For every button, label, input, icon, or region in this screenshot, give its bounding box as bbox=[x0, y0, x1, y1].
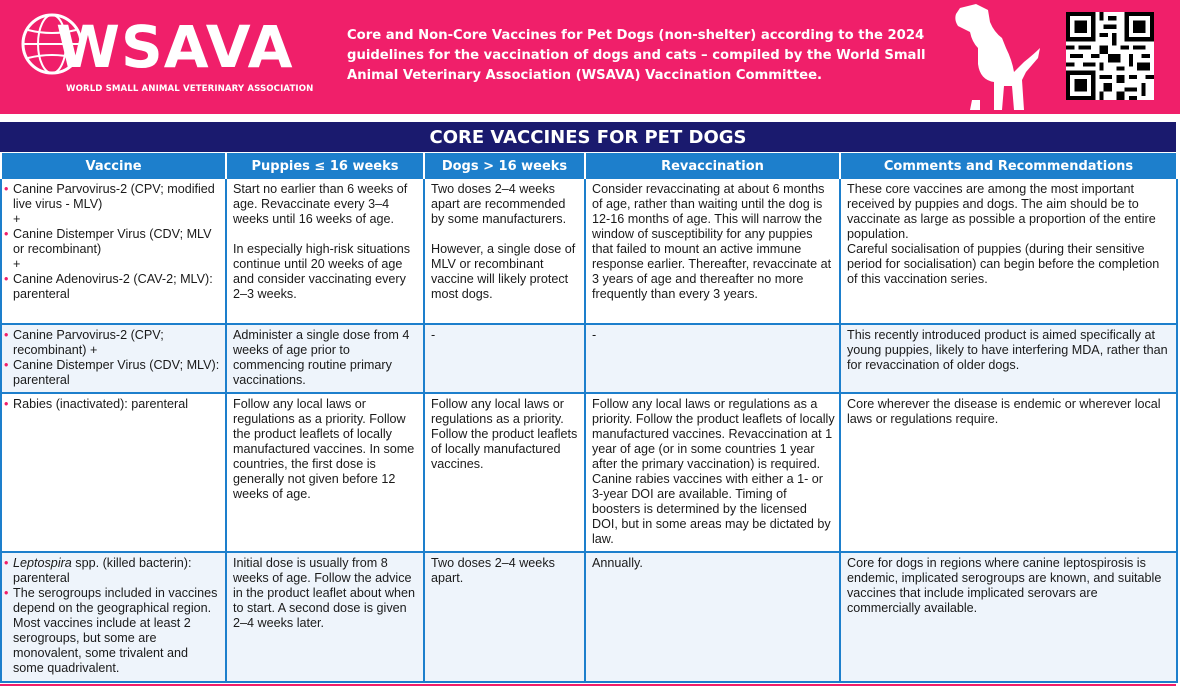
column-header-dogs: Dogs > 16 weeks bbox=[424, 153, 585, 179]
vaccine-item: • The serogroups included in vaccines depend on the geographical region. Most vaccines include at least 2 serogroups, but some are monovalent, some trivalent and some quadrivalent. bbox=[4, 586, 221, 676]
column-header-comments: Comments and Recommendations bbox=[840, 153, 1177, 179]
vaccine-item: • Canine Parvovirus-2 (CPV; recombinant) + bbox=[4, 328, 221, 358]
plus-sign: + bbox=[13, 257, 21, 271]
core-vaccines-table bbox=[0, 153, 1178, 683]
dogs-cell: Two doses 2–4 weeks apart. bbox=[424, 552, 585, 682]
comments-cell bbox=[840, 179, 1177, 324]
vaccine-item: • Canine Parvovirus-2 (CPV; modified live virus - MLV) bbox=[4, 182, 221, 212]
vaccine-item: • Rabies (inactivated): parenteral bbox=[4, 397, 221, 412]
header-description: Core and Non-Core Vaccines for Pet Dogs (non-shelter) according to the 2024 guidelines for the vaccination of dogs and cats – compiled by the World Small Animal Veterinary Association (WSAVA) Vaccination Committee. bbox=[347, 28, 926, 83]
table-row bbox=[1, 393, 1177, 552]
table-row bbox=[1, 324, 1177, 393]
puppies-text: In especially high-risk situations continue until 20 weeks of age and consider vaccinating every 2–3 weeks. bbox=[233, 242, 411, 301]
puppies-cell bbox=[226, 179, 424, 324]
comments-text: Careful socialisation of puppies (during their sensitive period for socialisation) can begin before the completion of this vaccination series. bbox=[847, 242, 1160, 286]
dogs-cell: - bbox=[424, 324, 585, 393]
vaccine-cell bbox=[1, 324, 226, 393]
column-header-puppies: Puppies ≤ 16 weeks bbox=[226, 153, 424, 179]
leptospira-italic: Leptospira bbox=[13, 556, 72, 570]
header-banner bbox=[0, 0, 1180, 114]
puppies-cell: Initial dose is usually from 8 weeks of age. Follow the advice in the product leaflet about when to start. A second dose is given 2–4 weeks later. bbox=[226, 552, 424, 682]
vaccine-item: • Canine Adenovirus-2 (CAV-2; MLV): parenteral bbox=[4, 272, 221, 302]
column-header-revaccination: Revaccination bbox=[585, 153, 840, 179]
puppies-cell: Follow any local laws or regulations as a priority. Follow the product leaflets of locally manufactured vaccines. In some countries, the first dose is generally not given before 12 weeks of age. bbox=[226, 393, 424, 552]
vaccine-item bbox=[4, 556, 221, 586]
plus-sign: + bbox=[13, 212, 21, 226]
revaccination-cell: Annually. bbox=[585, 552, 840, 682]
dogs-text: However, a single dose of MLV or recombinant vaccine will likely protect most dogs. bbox=[431, 242, 576, 301]
vaccine-cell bbox=[1, 552, 226, 682]
puppies-text: Start no earlier than 6 weeks of age. Revaccinate every 3–4 weeks until 16 weeks of age. bbox=[233, 182, 408, 226]
revaccination-cell: Consider revaccinating at about 6 months of age, rather than waiting until the dog is 12-16 months of age. This will narrow the window of susceptibility for any puppies that failed to mount an active immune response earlier. Thereafter, revaccinate at 3 years of age and thereafter no more frequently than every 3 years. bbox=[585, 179, 840, 324]
dogs-text: Two doses 2–4 weeks apart are recommended by some manufacturers. bbox=[431, 182, 567, 226]
table-row bbox=[1, 179, 1177, 324]
comments-cell: Core wherever the disease is endemic or wherever local laws or regulations require. bbox=[840, 393, 1177, 552]
comments-cell: This recently introduced product is aimed specifically at young puppies, likely to have interfering MDA, rather than for revaccination of older dogs. bbox=[840, 324, 1177, 393]
wsava-logo: WSAVA bbox=[56, 13, 294, 81]
comments-text: These core vaccines are among the most important received by puppies and dogs. The aim should be to vaccinate as large as possible a proportion of the entire population. bbox=[847, 182, 1156, 241]
leptospira-rest: spp. (killed bacterin): parenteral bbox=[13, 556, 192, 585]
puppies-cell: Administer a single dose from 4 weeks of age prior to commencing routine primary vaccinations. bbox=[226, 324, 424, 393]
revaccination-cell: Follow any local laws or regulations as a priority. Follow the product leaflets of locally manufactured vaccines. Revaccination at 1 year of age (or in some countries 1 year after the primary vaccination) is required. Canine rabies vaccines with either a 1- or 3-year DOI are available. Timing of boosters is determined by the licensed DOI, but in some areas may be dictated by law. bbox=[585, 393, 840, 552]
comments-cell: Core for dogs in regions where canine leptospirosis is endemic, implicated serogroups are known, and suitable vaccines that include implicated serovars are commercially available. bbox=[840, 552, 1177, 682]
dogs-cell: Follow any local laws or regulations as a priority. Follow the product leaflets of locally manufactured vaccines. bbox=[424, 393, 585, 552]
vaccine-item: • Canine Distemper Virus (CDV; MLV): parenteral bbox=[4, 358, 221, 388]
dogs-cell bbox=[424, 179, 585, 324]
dog-silhouette-icon bbox=[950, 2, 1044, 112]
bottom-divider bbox=[0, 684, 1176, 686]
vaccine-cell bbox=[1, 179, 226, 324]
vaccine-cell bbox=[1, 393, 226, 552]
logo-subtitle: WORLD SMALL ANIMAL VETERINARY ASSOCIATION bbox=[66, 84, 314, 94]
column-header-vaccine: Vaccine bbox=[1, 153, 226, 179]
qr-code-icon[interactable] bbox=[1066, 12, 1154, 100]
table-header-row bbox=[1, 153, 1177, 179]
section-title: CORE VACCINES FOR PET DOGS bbox=[0, 122, 1176, 152]
revaccination-cell: - bbox=[585, 324, 840, 393]
table-row bbox=[1, 552, 1177, 682]
vaccine-item: • Canine Distemper Virus (CDV; MLV or recombinant) bbox=[4, 227, 221, 257]
